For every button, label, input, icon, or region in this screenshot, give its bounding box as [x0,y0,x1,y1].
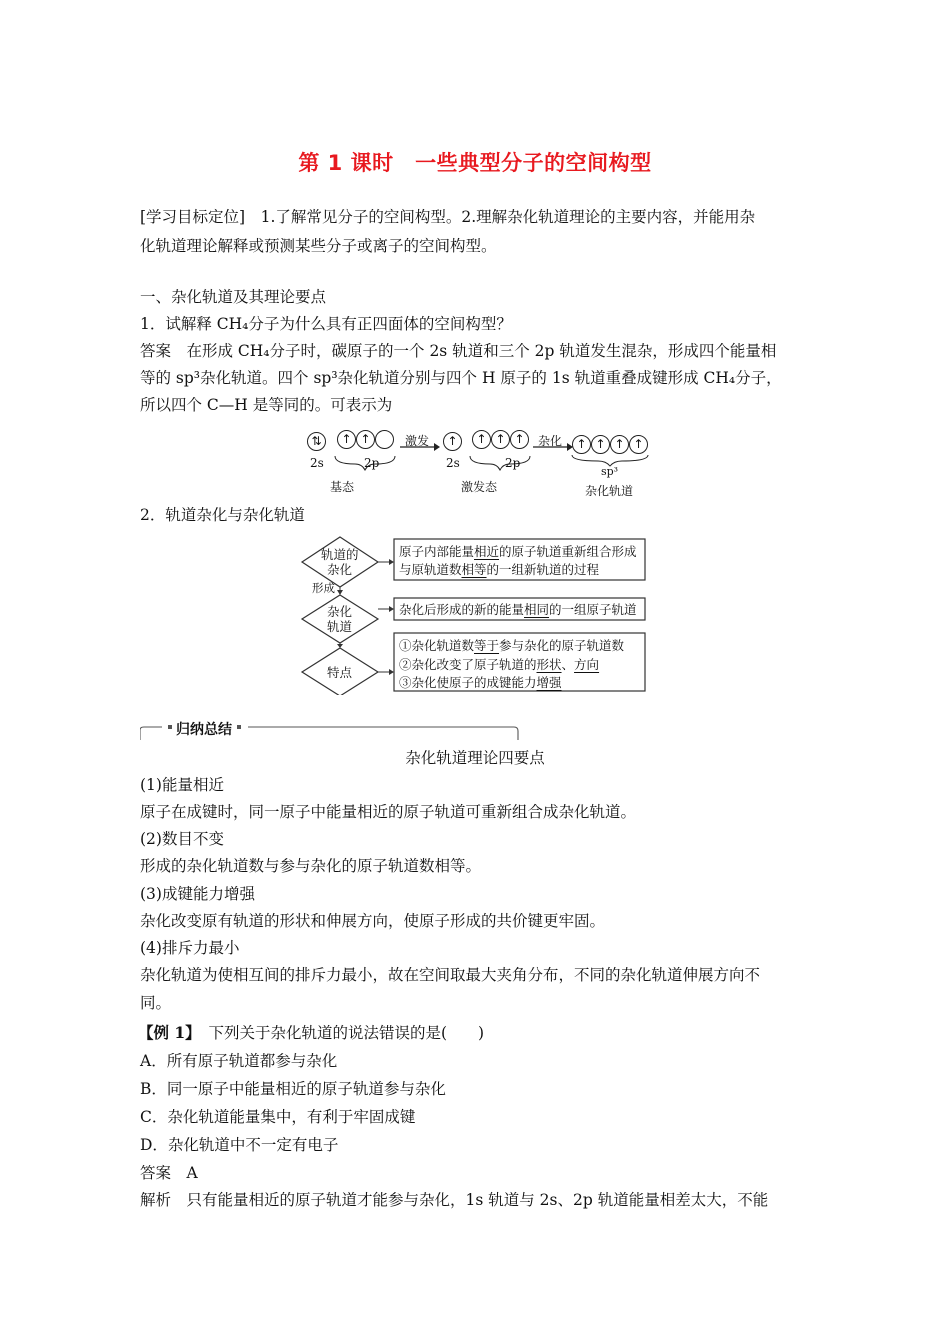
summary-header [140,720,520,742]
box-definition-line-1: 原子内部能量相近的原子轨道重新组合形成 [399,544,637,559]
option-d: D．杂化轨道中不一定有电子 [140,1136,339,1154]
orbital-2p-empty [375,430,394,449]
orbital-sp3-2: ↑ [591,435,610,454]
point-4-body-2: 同。 [140,994,172,1012]
box-hybrid-orbital: 杂化后形成的新的能量相同的一组原子轨道 [399,602,637,617]
point-1-body: 原子在成键时，同一原子中能量相近的原子轨道可重新组合成杂化轨道。 [140,803,637,821]
option-a: A．所有原子轨道都参与杂化 [140,1052,338,1070]
orbital-sp3-4: ↑ [629,435,648,454]
answer-line-3: 所以四个 C—H 是等同的。可表示为 [140,396,393,414]
label-hybrid-orbital: 杂化轨道 [585,484,634,498]
option-b: B．同一原子中能量相近的原子轨道参与杂化 [140,1080,446,1098]
box-feature-2: ②杂化改变了原子轨道的形状、方向 [399,657,600,672]
box-definition-line-2: 与原轨道数相等的一组新轨道的过程 [399,562,600,577]
node-hybrid-orbital-2: 轨道 [327,619,353,634]
orbital-2s-up: ↑ [443,432,462,451]
arrow-excite-label: 激发 [405,434,430,448]
arrow-excite [400,442,440,452]
label-2s: 2s [310,456,324,470]
summary-subtitle: 杂化轨道理论四要点 [405,749,545,767]
node-orbital-hybridization-2: 杂化 [327,562,353,577]
orbital-2p-up-b: ↑ [491,430,510,449]
node-hybrid-orbital-1: 杂化 [327,604,353,619]
point-4-heading: (4)排斥力最小 [140,939,240,957]
box-feature-1: ①杂化轨道数等于参与杂化的原子轨道数 [399,638,625,653]
label-excited-state: 激发态 [461,480,498,494]
point-4-body-1: 杂化轨道为使相互间的排斥力最小，故在空间取最大夹角分布，不同的杂化轨道伸展方向不 [140,966,761,984]
question-1: 1．试解释 CH₄分子为什么具有正四面体的空间构型？ [140,315,512,333]
summary-tag: 归纳总结 [176,722,232,738]
label-2p-excited: 2p [505,456,521,470]
example-question: 【例 1】 下列关于杂化轨道的说法错误的是( ) [138,1023,485,1042]
answer-line-2: 等的 sp³杂化轨道。四个 sp³杂化轨道分别与四个 H 原子的 1s 轨道重叠成键形成 CH₄分子， [140,369,782,387]
example-tag: 【例 1】 [138,1023,193,1042]
objective-line-1: [学习目标定位] 1.了解常见分子的空间构型。2.理解杂化轨道理论的主要内容，并能用杂 [140,208,756,226]
orbital-2p-up-a: ↑ [472,430,491,449]
point-3-body: 杂化改变原有轨道的形状和伸展方向，使原子形成的共价键更牢固。 [140,912,606,930]
node-characteristics: 特点 [327,665,353,680]
point-2-heading: (2)数目不变 [140,830,224,848]
example-answer: 答案 A [140,1164,198,1182]
label-ground-state: 基态 [330,480,355,494]
example-analysis: 解析 只有能量相近的原子轨道才能参与杂化，1s 轨道与 2s、2p 轨道能量相差太大，不能 [140,1191,769,1209]
option-c: C．杂化轨道能量集中，有利于牢固成键 [140,1108,416,1126]
arrow-hybridize [533,442,573,452]
orbital-2s-paired: ⇅ [307,432,326,451]
orbital-2p-up-c: ↑ [510,430,529,449]
box-feature-3: ③杂化使原子的成键能力增强 [399,675,562,690]
label-2s-excited: 2s [446,456,460,470]
answer-line-1: 答案 在形成 CH₄分子时，碳原子的一个 2s 轨道和三个 2p 轨道发生混杂，形成四个能量相 [140,342,777,360]
orbital-2p-up-2: ↑ [356,430,375,449]
point-3-heading: (3)成键能力增强 [140,885,255,903]
page-title: 第 1 课时 一些典型分子的空间构型 [298,151,652,175]
arrow-hybridize-label: 杂化 [538,434,563,448]
orbital-sp3-1: ↑ [572,435,591,454]
edge-form-label: 形成 [312,581,335,595]
point-2-body: 形成的杂化轨道数与参与杂化的原子轨道数相等。 [140,857,482,875]
label-2p: 2p [364,456,380,470]
node-orbital-hybridization-1: 轨道的 [321,547,359,562]
question-2: 2．轨道杂化与杂化轨道 [140,506,305,524]
orbital-2p-up-1: ↑ [337,430,356,449]
orbital-sp3-3: ↑ [610,435,629,454]
label-sp3: sp³ [601,465,619,478]
point-1-heading: (1)能量相近 [140,776,224,794]
section-heading: 一、杂化轨道及其理论要点 [140,288,327,306]
objective-line-2: 化轨道理论解释或预测某些分子或离子的空间构型。 [140,237,497,255]
